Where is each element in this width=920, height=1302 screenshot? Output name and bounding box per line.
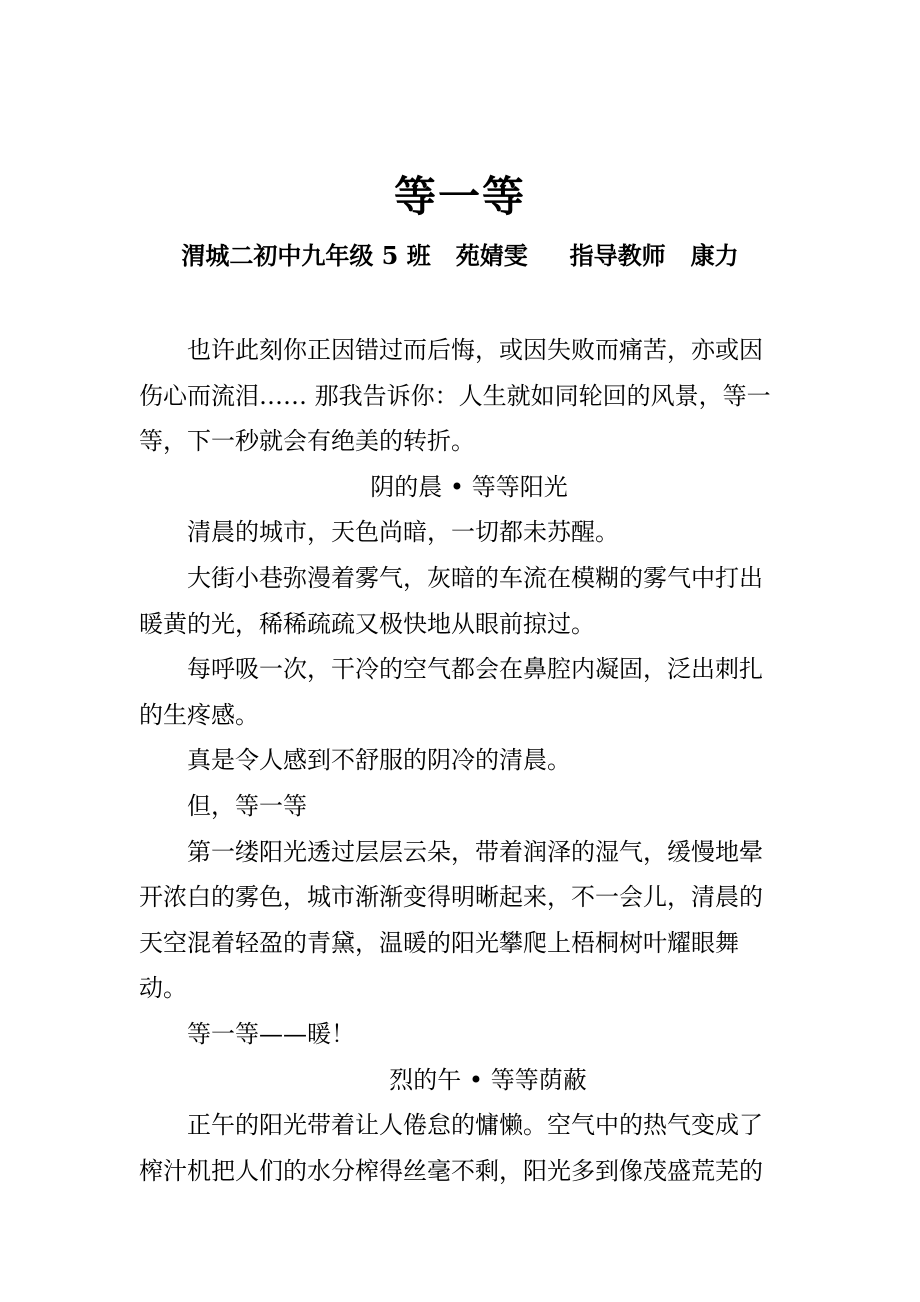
paragraph: 清晨的城市，天色尚暗，一切都未苏醒。	[187, 518, 619, 547]
paragraph: 等一等——暖！	[187, 1019, 355, 1048]
paragraph: 大街小巷弥漫着雾气，灰暗的车流在模糊的雾气中打出暖黄的光，稀稀疏疏又极快地从眼前掠过。	[139, 563, 763, 638]
paragraph: 也许此刻你正因错过而后悔，或因失败而痛苦，亦或因伤心而流泪…… 那我告诉你：人生就如同轮回的风景，等一等，下一秒就会有绝美的转折。	[139, 336, 771, 456]
section-heading-noon: 烈的午 • 等等荫蔽	[389, 1065, 587, 1094]
paragraph: 真是令人感到不舒服的阴冷的清晨。	[187, 746, 571, 775]
paragraph: 但，等一等	[187, 791, 307, 820]
paragraph: 正午的阳光带着让人倦怠的慵懒。空气中的热气变成了榨汁机把人们的水分榨得丝毫不剩，阳光多到像茂盛荒芜的	[139, 1111, 763, 1185]
section-heading-morning: 阴的晨 • 等等阳光	[370, 472, 568, 501]
document-title: 等一等	[393, 172, 526, 221]
essay-body	[139, 328, 781, 1194]
paragraph: 第一缕阳光透过层层云朵，带着润泽的湿气，缓慢地晕开浓白的雾色，城市渐渐变得明晰起来，不一会儿，清晨的天空混着轻盈的青黛，温暖的阳光攀爬上梧桐树叶耀眼舞动。	[139, 837, 763, 1003]
author-byline: 渭城二初中九年级 5 班 苑婧雯 指导教师 康力	[181, 241, 739, 270]
paragraph: 每呼吸一次，干冷的空气都会在鼻腔内凝固，泛出刺扎的生疼感。	[139, 655, 763, 729]
